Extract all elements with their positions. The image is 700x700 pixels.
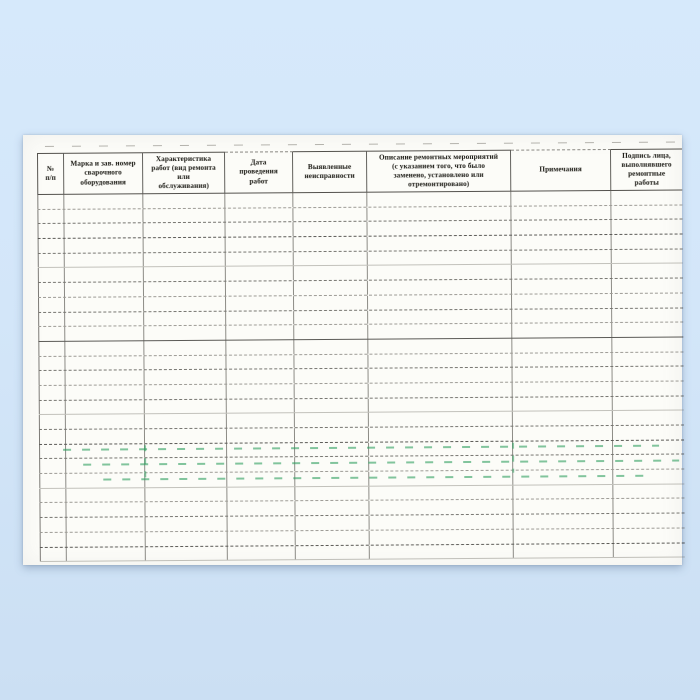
table-cell <box>369 412 513 427</box>
table-cell <box>145 487 227 501</box>
column-header-repairs: Описание ремонтных мероприятий (с указанием того, что было заменено, установлено или отремонтировано) <box>367 150 511 193</box>
table-cell <box>39 503 66 517</box>
table-cell <box>295 442 369 456</box>
table-cell <box>40 547 67 561</box>
table-cell <box>65 238 144 252</box>
table-cell <box>227 414 295 428</box>
table-cell <box>296 530 370 544</box>
repair-log-table <box>37 148 685 562</box>
table-cell <box>64 224 143 238</box>
table-cell <box>512 264 612 278</box>
table-cell <box>38 342 65 356</box>
table-cell <box>66 400 145 414</box>
table-cell <box>368 339 512 354</box>
table-cell <box>146 517 228 531</box>
table-cell <box>614 528 685 542</box>
table-cell <box>65 268 144 282</box>
table-cell <box>226 311 294 325</box>
table-cell <box>294 340 368 354</box>
table-cell <box>227 487 295 501</box>
table-cell <box>613 411 684 425</box>
table-cell <box>66 488 145 502</box>
table-cell <box>293 222 367 236</box>
table-header-row <box>37 148 682 195</box>
table-cell <box>144 238 226 252</box>
table-cell <box>368 280 512 295</box>
table-cell <box>144 252 226 266</box>
table-cell <box>368 324 512 339</box>
table-cell <box>294 251 368 265</box>
table-cell <box>512 353 612 367</box>
table-cell <box>37 224 64 238</box>
table-cell <box>66 503 145 517</box>
table-cell <box>225 193 293 207</box>
table-cell <box>227 502 295 516</box>
table-cell <box>369 368 513 383</box>
table-cell <box>612 249 683 263</box>
table-cell <box>369 500 513 515</box>
column-header-mark: Марка и зав. номер сварочного оборудования <box>64 152 143 195</box>
table-cell <box>39 400 66 414</box>
table-cell <box>511 191 611 205</box>
scanned-journal-page <box>23 135 682 565</box>
table-cell <box>66 429 145 443</box>
table-cell <box>367 206 511 221</box>
table-cell <box>66 371 145 385</box>
table-cell <box>38 327 65 341</box>
table-cell <box>294 296 368 310</box>
column-header-notes: Примечания <box>511 149 611 192</box>
table-cell <box>226 281 294 295</box>
table-cell <box>145 458 227 472</box>
table-cell <box>40 518 67 532</box>
table-cell <box>513 499 613 513</box>
table-cell <box>39 459 66 473</box>
table-cell <box>226 237 294 251</box>
table-cell <box>226 355 294 369</box>
table-cell <box>370 515 514 530</box>
table-cell <box>614 543 685 557</box>
table-cell <box>66 444 145 458</box>
table-cell <box>65 253 144 267</box>
table-cell <box>612 235 683 249</box>
table-cell <box>612 352 683 366</box>
table-cell <box>369 441 513 456</box>
table-cell <box>65 282 144 296</box>
table-cell <box>144 355 226 369</box>
column-header-date: Дата проведения работ <box>225 151 293 193</box>
table-cell <box>295 457 369 471</box>
scan-artifact-green-line <box>144 445 146 483</box>
table-cell <box>512 235 612 249</box>
table-cell <box>367 192 511 207</box>
table-cell <box>293 207 367 221</box>
table-cell <box>144 311 226 325</box>
table-cell <box>38 268 65 282</box>
table-cell <box>513 397 613 411</box>
table-cell <box>145 429 227 443</box>
column-header-faults: Выявленные неисправности <box>293 151 367 194</box>
scan-artifact-line <box>45 141 685 146</box>
table-cell <box>613 425 684 439</box>
table-cell <box>226 340 294 354</box>
table-cell <box>38 254 65 268</box>
table-cell <box>368 250 512 265</box>
table-cell <box>40 533 67 547</box>
table-cell <box>368 265 512 280</box>
table-cell <box>296 516 370 530</box>
table-cell <box>294 325 368 339</box>
scan-artifact-green-line <box>512 443 514 473</box>
table-cell <box>227 458 295 472</box>
table-cell <box>513 367 613 381</box>
table-cell <box>65 341 144 355</box>
table-cell <box>39 371 66 385</box>
table-cell <box>227 369 295 383</box>
table-cell <box>228 516 296 530</box>
table-cell <box>226 252 294 266</box>
table-cell <box>39 386 66 400</box>
table-cell <box>513 426 613 440</box>
table-cell <box>65 356 144 370</box>
table-cell <box>611 190 682 204</box>
table-cell <box>514 543 614 557</box>
table-cell <box>369 485 513 500</box>
table-cell <box>226 325 294 339</box>
table-cell <box>64 209 143 223</box>
table-cell <box>67 547 146 561</box>
table-cell <box>146 531 228 545</box>
table-cell <box>367 221 511 236</box>
table-cell <box>295 369 369 383</box>
table-cell <box>612 293 683 307</box>
table-cell <box>512 294 612 308</box>
table-cell <box>227 428 295 442</box>
table-cell <box>39 415 66 429</box>
table-cell <box>66 385 145 399</box>
table-cell <box>370 529 514 544</box>
column-header-sign: Подпись лица, выполнявшего ремонтные работы <box>611 148 682 190</box>
table-cell <box>226 267 294 281</box>
table-cell <box>368 236 512 251</box>
table-cell <box>294 354 368 368</box>
table-cell <box>613 455 684 469</box>
table-cell <box>144 341 226 355</box>
table-cell <box>512 250 612 264</box>
table-cell <box>612 337 683 351</box>
table-cell <box>512 323 612 337</box>
table-cell <box>295 384 369 398</box>
table-cell <box>613 484 684 498</box>
table-cell <box>143 208 225 222</box>
table-cell <box>295 413 369 427</box>
table-cell <box>225 208 293 222</box>
table-cell <box>611 205 682 219</box>
table-cell <box>65 326 144 340</box>
table-cell <box>145 502 227 516</box>
table-cell <box>370 544 514 559</box>
table-cell <box>612 279 683 293</box>
table-cell <box>369 397 513 412</box>
table-cell <box>369 427 513 442</box>
table-cell <box>512 308 612 322</box>
table-cell <box>37 209 64 223</box>
table-cell <box>38 312 65 326</box>
table-cell <box>38 298 65 312</box>
table-cell <box>227 399 295 413</box>
table-cell <box>38 239 65 253</box>
table-cell <box>514 529 614 543</box>
table-cell <box>368 353 512 368</box>
table-cell <box>144 326 226 340</box>
table-cell <box>39 474 66 488</box>
table-cell <box>294 237 368 251</box>
table-cell <box>143 223 225 237</box>
table-cell <box>513 382 613 396</box>
table-cell <box>67 517 146 531</box>
table-cell <box>294 310 368 324</box>
table-cell <box>228 531 296 545</box>
column-header-num: № п/п <box>37 153 64 195</box>
table-cell <box>293 193 367 207</box>
table-cell <box>145 443 227 457</box>
table-cell <box>512 279 612 293</box>
table-cell <box>144 296 226 310</box>
table-cell <box>513 441 613 455</box>
table-cell <box>39 489 66 503</box>
table-cell <box>39 430 66 444</box>
table-cell <box>294 281 368 295</box>
table-cell <box>295 486 369 500</box>
table-cell <box>38 356 65 370</box>
table-cell <box>296 545 370 559</box>
table-cell <box>611 220 682 234</box>
table-cell <box>613 440 684 454</box>
table-cell <box>143 194 225 208</box>
table-cell <box>64 194 143 208</box>
table-cell <box>227 443 295 457</box>
table-cell <box>294 266 368 280</box>
table-cell <box>227 384 295 398</box>
table-cell <box>612 323 683 337</box>
table-cell <box>66 415 145 429</box>
table-cell <box>145 399 227 413</box>
table-cell <box>513 411 613 425</box>
table-cell <box>39 444 66 458</box>
table-cell <box>145 385 227 399</box>
table-cell <box>369 383 513 398</box>
table-cell <box>613 499 684 513</box>
table-cell <box>226 296 294 310</box>
table-cell <box>228 546 296 560</box>
table-cell <box>613 367 684 381</box>
table-cell <box>65 312 144 326</box>
column-header-works: Характеристика работ (вид ремонта или обслуживания) <box>143 152 225 195</box>
table-cell <box>612 264 683 278</box>
table-cell <box>66 459 145 473</box>
table-cell <box>613 381 684 395</box>
table-cell <box>145 370 227 384</box>
table-cell <box>225 223 293 237</box>
table-cell <box>511 206 611 220</box>
table-row <box>40 543 685 562</box>
table-cell <box>144 282 226 296</box>
table-cell <box>612 308 683 322</box>
table-cell <box>368 294 512 309</box>
table-cell <box>511 220 611 234</box>
table-cell <box>295 428 369 442</box>
table-cell <box>295 501 369 515</box>
table-cell <box>368 309 512 324</box>
table-cell <box>613 396 684 410</box>
table-cell <box>614 514 685 528</box>
table-cell <box>67 532 146 546</box>
table-cell <box>514 514 614 528</box>
table-cell <box>295 398 369 412</box>
table-body <box>37 190 685 562</box>
table-cell <box>146 546 228 560</box>
table-cell <box>145 414 227 428</box>
table-cell <box>513 485 613 499</box>
table-cell <box>38 283 65 297</box>
table-cell <box>37 195 64 209</box>
table-cell <box>144 267 226 281</box>
table-cell <box>65 297 144 311</box>
table-cell <box>512 338 612 352</box>
